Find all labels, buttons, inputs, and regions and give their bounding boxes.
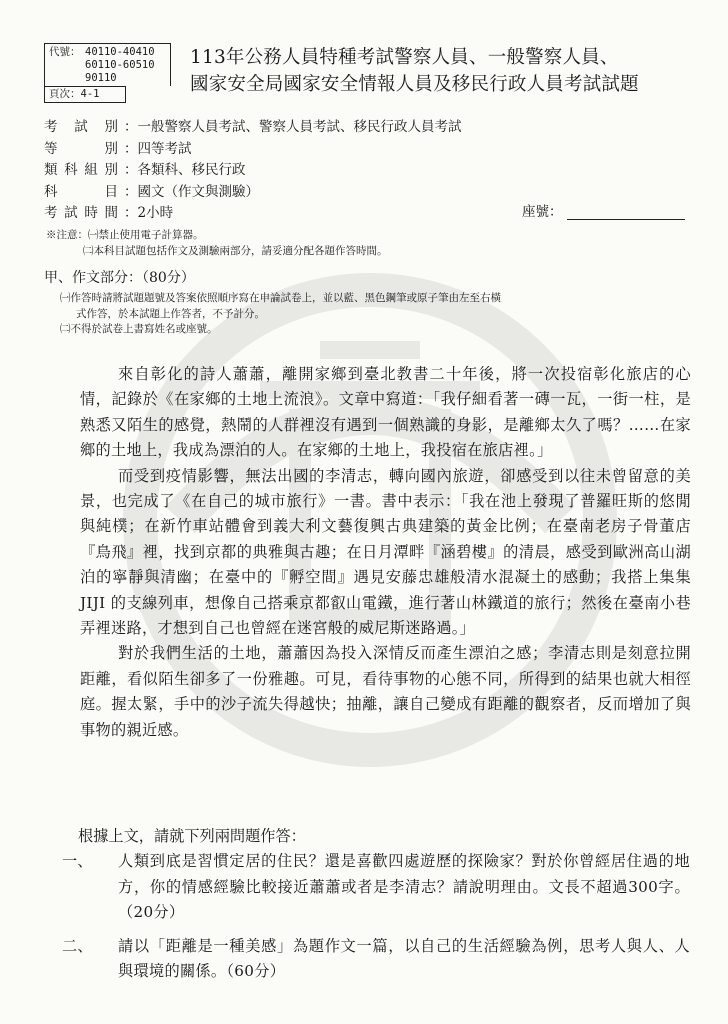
info-label: 類科組別: [44, 162, 118, 178]
code-label: 代號：: [49, 46, 81, 58]
exam-notes: [46, 227, 388, 259]
info-row: 等別 ： 四等考試: [44, 139, 462, 161]
info-row: 考試時間 ： 2小時: [44, 203, 462, 225]
info-row: 考試別 ： 一般警察人員考試、警察人員考試、移民行政人員考試: [44, 117, 462, 139]
info-label: 考試時間: [44, 205, 118, 221]
questions-intro: 根據上文，請就下列兩問題作答：: [78, 827, 306, 845]
passage-paragraph-1: 來自彰化的詩人蕭蕭，離開家鄉到臺北教書二十年後，將一次投宿彰化旅店的心情，記錄於《在家鄉的土地上流浪》。文章中寫道：「我仔細看著一磚一瓦，一街一柱，是熟悉又陌生的感覺，熱鬧的人群裡沒有遇到一個熟識的身影，是離鄉太久了嗎？……在家鄉的土地上，我成為漂泊的人。在家鄉的土地上，我投宿在旅店裡。」: [80, 365, 691, 460]
rule-1: ㈠作答時請將試題題號及答案依照順序寫在申論試卷上，並以藍、黑色鋼筆或原子筆由左至右橫: [60, 292, 501, 304]
exam-code-box: [44, 43, 171, 103]
section-title: 甲、作文部分：（80分）: [44, 270, 195, 286]
info-row: 類科組別 ： 各類科、移民行政: [44, 160, 462, 182]
question-number: 一、: [62, 852, 93, 871]
question-item: [62, 934, 692, 985]
note-1: ※注意：㈠禁止使用電子計算器。: [46, 229, 204, 241]
exam-code-3: 90110: [85, 72, 117, 84]
question-text: 人類到底是習慣定居的住民？還是喜歡四處遊歷的探險家？對於你曾經居住過的地方，你的情感經驗比較接近蕭蕭或者是李清志？請說明理由。文長不超過300字。（20分）: [118, 852, 690, 922]
passage-paragraph-2: 而受到疫情影響，無法出國的李清志，轉向國內旅遊，卻感受到以往未曾留意的美景，也完成了《在自己的城市旅行》一書。書中表示：「我在池上發現了普羅旺斯的悠閒與純樸；在新竹車站體會到義大利文藝復興古典建築的黃金比例；在臺南老房子骨董店『鳥飛』裡，找到京都的典雅與古趣；在日月潭畔『涵碧樓』的清晨，感受到歐洲高山湖泊的寧靜與清幽；在臺中的『孵空間』遇見安藤忠雄般清水混凝土的感動；我搭上集集 JIJI 的支線列車，想像自己搭乘京都叡山電鐵，進行著山林鐵道的旅行；然後在臺南小巷弄裡迷路，才想到自己也曾經在迷宮般的威尼斯迷路過。」: [80, 466, 691, 638]
exam-code-1: 40110-40410: [85, 46, 155, 58]
info-value: 各類科、移民行政: [137, 162, 246, 178]
reading-passage: [80, 362, 691, 743]
info-label: 科目: [44, 183, 118, 200]
question-item: [62, 849, 692, 925]
exam-title: [190, 44, 639, 98]
answer-rules: [60, 291, 700, 338]
rule-2: ㈡不得於試卷上書寫姓名或座號。: [60, 323, 218, 335]
seat-number-blank: [567, 205, 685, 220]
exam-title-line-2: 國家安全局國家安全情報人員及移民行政人員考試試題: [190, 74, 639, 95]
seat-label: 座號：: [522, 204, 563, 220]
exam-title-line-1: 113年公務人員特種考試警察人員、一般警察人員、: [190, 47, 619, 68]
info-value: 四等考試: [137, 140, 192, 157]
seat-number-field: [522, 200, 685, 220]
info-value: 2小時: [137, 205, 174, 221]
page-number: 頁次：4-1: [44, 86, 126, 103]
question-number: 二、: [62, 936, 93, 955]
info-row: 科目 ： 國文（作文與測驗）: [44, 182, 462, 204]
rule-1-continued: 式作答，於本試題上作答者，不予計分。: [76, 307, 265, 320]
info-label: 考試別: [44, 119, 118, 135]
questions: [62, 824, 692, 984]
note-2: ㈡本科目試題包括作文及測驗兩部分，請妥適分配各題作答時間。: [83, 245, 388, 257]
info-value: 國文（作文與測驗）: [137, 183, 259, 200]
passage-paragraph-3: 對於我們生活的土地，蕭蕭因為投入深情反而產生漂泊之感；李清志則是刻意拉開距離，看似陌生卻多了一份雅趣。可見，看待事物的心態不同，所得到的結果也就大相徑庭。握太緊，手中的沙子流失得越快；抽離，讓自己變成有距離的觀察者，反而增加了與事物的親近感。: [80, 644, 691, 739]
exam-code-2: 60110-60510: [85, 59, 155, 71]
exam-info: [44, 117, 462, 225]
info-value: 一般警察人員考試、警察人員考試、移民行政人員考試: [137, 119, 462, 135]
info-label: 等別: [44, 140, 118, 157]
question-text: 請以「距離是一種美感」為題作文一篇，以自己的生活經驗為例，思考人與人、人與環境的關係。（60分）: [118, 936, 690, 981]
